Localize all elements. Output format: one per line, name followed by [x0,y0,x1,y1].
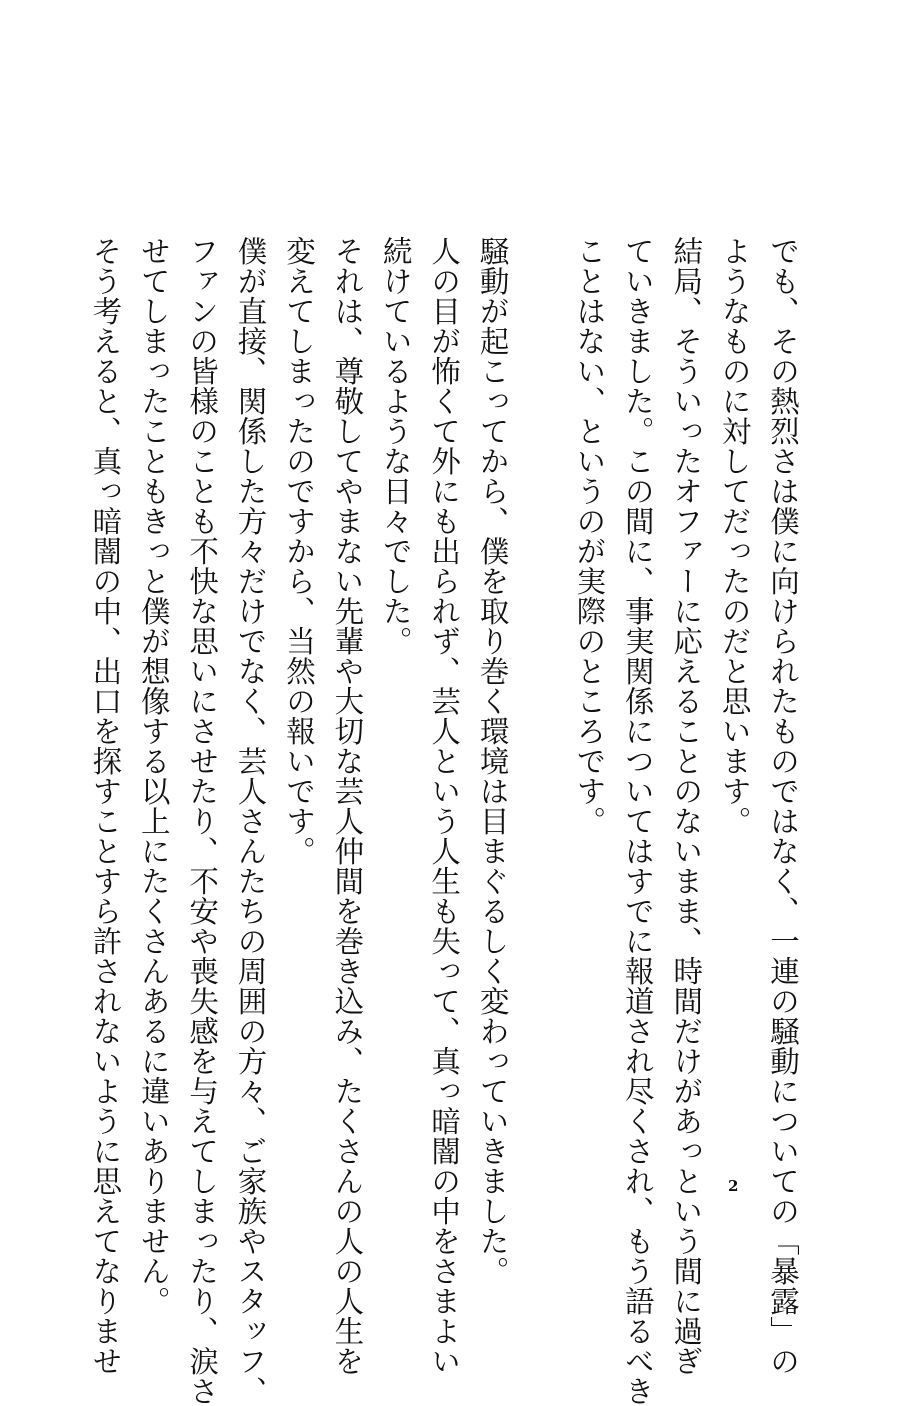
text-line: ようなものに対してだったのだと思います。 [717,236,752,836]
text-line: せてしまったこともきっと僕が想像する以上にたくさんあるに違いありません。 [136,236,171,1316]
text-line: 結局、そういったオファーに応えることのないまま、時間だけがあっという間に過ぎ [669,236,704,1376]
text-line: 変えてしまったのですから、当然の報いです。 [281,236,316,866]
page-number: 2 [728,1177,739,1195]
text-line: 人の目が怖くて外にも出られず、芸人という人生も失って、真っ暗闇の中をさまよい [427,236,462,1376]
paragraph-gap [517,236,565,1156]
text-line: 僕が直接、関係した方々だけでなく、芸人さんたちの周囲の方々、ご家族やスタッフ、 [233,236,268,1406]
text-line: 騒動が起こってから、僕を取り巻く環境は目まぐるしく変わっていきました。 [475,236,510,1286]
vertical-text-body [81,236,807,1406]
text-line: そう考えると、真っ暗闇の中、出口を探すことすら許されないように思えてなりませ [88,236,123,1376]
text-line: 続けているような日々でした。 [378,236,413,656]
text-line: ことはない、というのが実際のところです。 [572,236,607,836]
text-line: ファンの皆様のことも不快な思いにさせたり、不安や喪失感を与えてしまったり、涙さ [185,236,220,1406]
text-line: それは、尊敬してやまない先輩や大切な芸人仲間を巻き込み、たくさんの人の人生を [330,236,365,1376]
text-line: ていきました。この間に、事実関係についてはすでに報道され尽くされ、もう語るべき [620,236,655,1406]
text-line: でも、その熱烈さは僕に向けられたものではなく、一連の騒動についての「暴露」の [766,236,800,1376]
